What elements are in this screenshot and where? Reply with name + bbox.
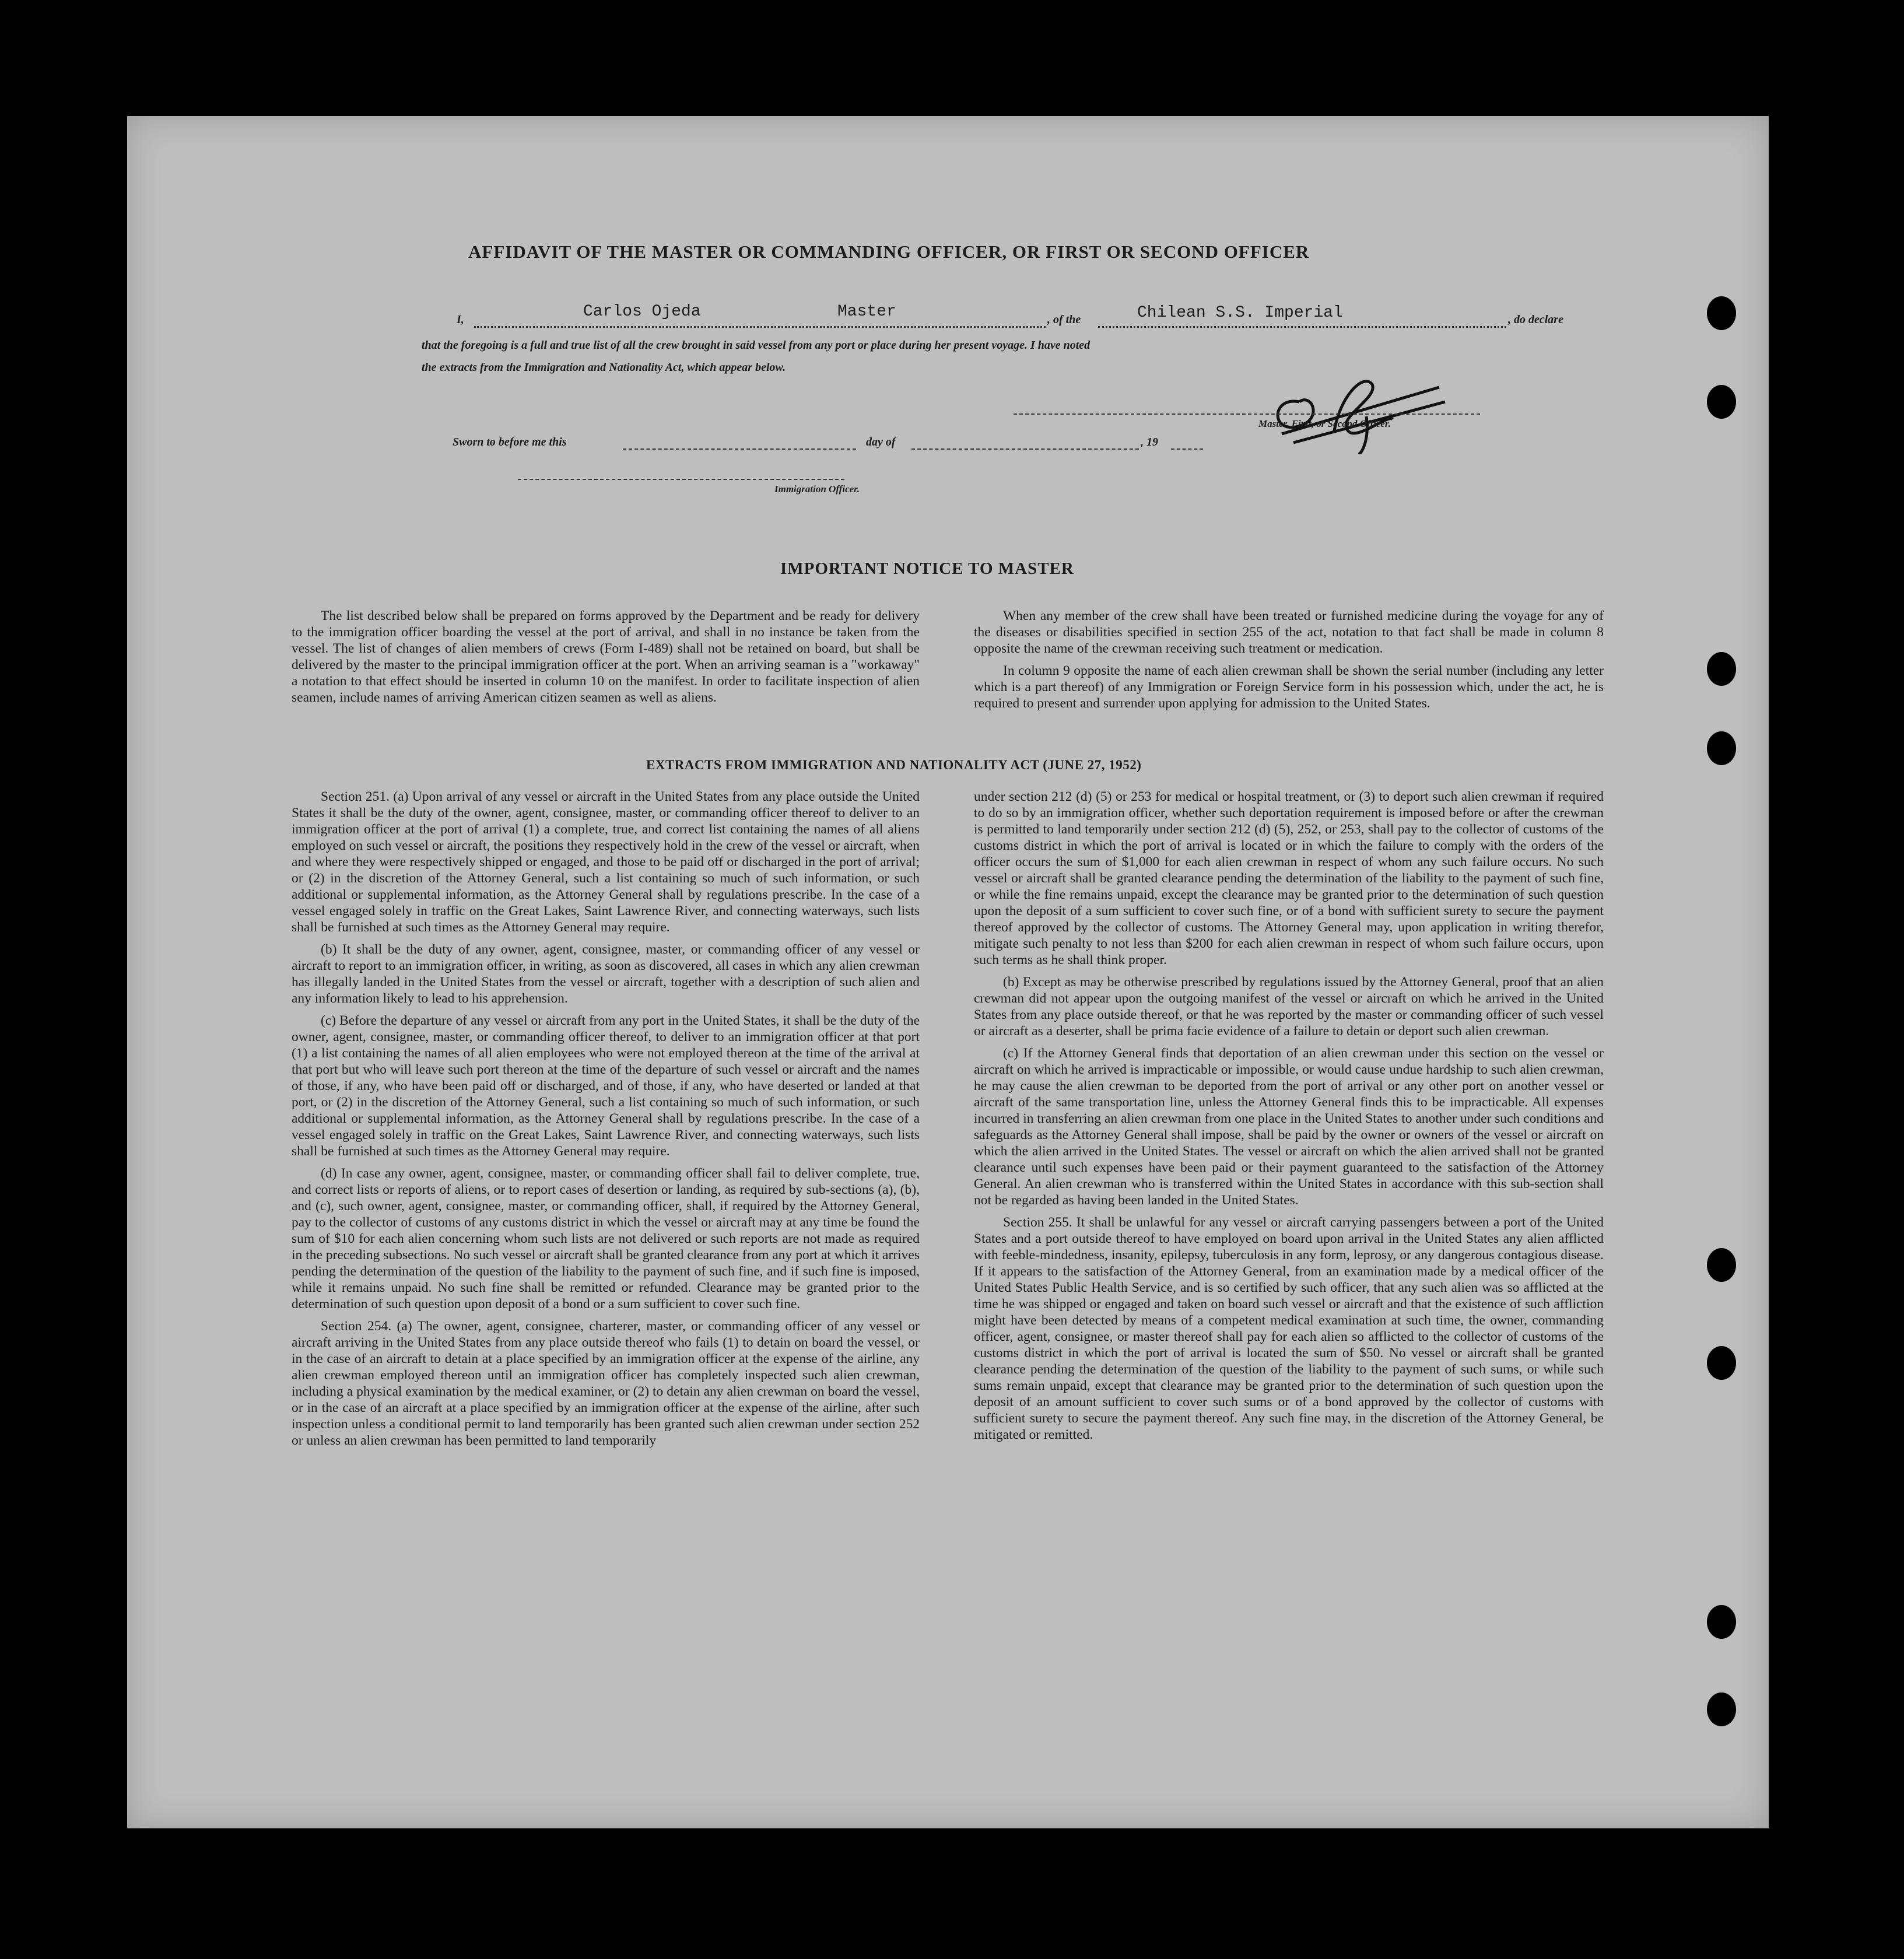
section-251-b: (b) It shall be the duty of any owner, agent, consignee, master, or commanding officer of any vessel or aircraft to report to an immigration officer, in writing, as soon as discovered, all cases in which any alien crewman has illegally landed in the United States from the vessel or aircraft, together with a description of such alien and any information likely to lead to his apprehension.	[292, 942, 920, 1006]
notice-right-column	[974, 608, 1604, 717]
year-label: , 19	[1141, 436, 1158, 448]
affidavit-title: AFFIDAVIT OF THE MASTER OR COMMANDING OFFICER, OR FIRST OR SECOND OFFICER	[468, 241, 1310, 262]
i-label: I,	[457, 313, 464, 326]
signature	[1247, 361, 1503, 454]
section-255: Section 255. It shall be unlawful for any vessel or aircraft carrying passengers between a port of the United States and a port outside thereof to have employed on board upon arrival in the United States any alien afflicted with feeble-mindedness, insanity, epilepsy, tuberculosis in any form, leprosy, or any dangerous contagious disease. If it appears to the satisfaction of the Attorney General, from an examination made by a medical officer of the United States Public Health Service, and is so certified by such officer, that any such alien was so afflicted at the time he was shipped or engaged and taken on board such vessel or aircraft and that the existence of such affliction might have been detected by means of a competent medical examination at such time, the owner, commanding officer, agent, consignee, or master thereof shall pay for each alien so afflicted to the collector of customs of the customs district in which the port of arrival is located the sum of $50. No vessel or aircraft shall be granted clearance pending the determination of the question of the liability to the payment of such sums, or while such sums remain unpaid, except that clearance may be granted prior to the determination of such question upon the deposit of an amount sufficient to cover such sums or of a bond approved by the collector of customs with sufficient surety to secure the payment thereof. Any such fine may, in the discretion of the Attorney General, be mitigated or remitted.	[974, 1215, 1604, 1442]
day-of-label: day of	[866, 436, 896, 448]
binder-hole	[1707, 1692, 1736, 1726]
sworn-day-rule	[623, 448, 856, 450]
binder-hole	[1707, 1346, 1736, 1380]
name-rule	[474, 326, 1046, 328]
signer-caption: Master, First, or Second Officer.	[1258, 418, 1391, 429]
notice-right-paragraph-1: When any member of the crew shall have been treated or furnished medicine during the voyage for any of the diseases or disabilities specified in section 255 of the act, notation to that fact shall be made in column 8 opposite the name of the crewman receiving such treatment or medication.	[974, 608, 1604, 656]
declarant-rank: Master	[837, 303, 896, 321]
notice-right-paragraph-2: In column 9 opposite the name of each alien crewman shall be shown the serial number (including any letter which is a part thereof) of any Immigration or Foreign Service form in his possession which, under the act, he is required to present and surrender upon applying for admission to the United States.	[974, 663, 1604, 711]
notice-title: IMPORTANT NOTICE TO MASTER	[780, 559, 1074, 578]
section-254-b: (b) Except as may be otherwise prescribed by regulations issued by the Attorney General, proof that an alien crewman did not appear upon the outgoing manifest of the vessel or aircraft on which he arrived in the United States from any place outside thereof, or that he was reported by the master or commanding officer of such vessel or aircraft as a deserter, shall be prima facie evidence of a failure to detain or deport such alien crewman.	[974, 975, 1604, 1039]
section-251-c: (c) Before the departure of any vessel or aircraft from any port in the United States, it shall be the duty of the owner, agent, consignee, master, or commanding officer thereof, to deliver to an immigration officer at that port (1) a list containing the names of all alien employees who were not employed thereon at the time of the arrival at that port but who will leave such port thereon at the time of the departure of such vessel or aircraft and the names of those, if any, who have been paid off or discharged, and of those, if any, who have deserted or landed at that port, or (2) in the discretion of the Attorney General, such a list containing so much of such information, or such additional or supplemental information, as the Attorney General shall by regulations prescribe. In the case of a vessel engaged solely in traffic on the Great Lakes, Saint Lawrence River, and connecting waterways, such lists shall be furnished at such times as the Attorney General may require.	[292, 1013, 920, 1159]
sworn-label: Sworn to before me this	[453, 436, 567, 448]
binder-hole	[1707, 652, 1736, 686]
binder-hole	[1707, 731, 1736, 765]
section-254-a: Section 254. (a) The owner, agent, consignee, charterer, master, or commanding officer of any vessel or aircraft arriving in the United States from any place outside thereof who fails (1) to detain on board the vessel, or in the case of an aircraft to detain at a place specified by an immigration officer at the expense of the airline, any alien crewman employed thereon until an immigration officer has completely inspected such alien crewman, including a physical examination by the medical examiner, or (2) to detain any alien crewman on board the vessel, or in the case of an aircraft at a place specified by an immigration officer at the expense of the airline, after such inspection unless a conditional permit to land temporarily has been granted such alien crewman under section 252 or unless an alien crewman has been permitted to land temporarily	[292, 1319, 920, 1448]
binder-hole	[1707, 1248, 1736, 1282]
declarant-name: Carlos Ojeda	[583, 303, 701, 321]
document-page	[127, 116, 1769, 1828]
declaration-line-2: the extracts from the Immigration and Nationality Act, which appear below.	[422, 361, 786, 374]
sworn-month-rule	[911, 448, 1139, 450]
of-the-label: , of the	[1047, 313, 1081, 326]
section-251-d: (d) In case any owner, agent, consignee, master, or commanding officer shall fail to deliver complete, true, and correct lists or reports of aliens, or to report cases of desertion or landing, as required by sub-sections (a), (b), and (c), such owner, agent, consignee, master, or commanding officer, shall, if required by the Attorney General, pay to the collector of customs of any customs district in which the vessel or aircraft may at any time be found the sum of $10 for each alien concerning whom such lists are not delivered or such reports are not made as required in the preceding subsections. No such vessel or aircraft shall be granted clearance from any port at which it arrives pending the determination of the question of the liability to the payment of such fine, and if such fine is imposed, while it remains unpaid. No such fine shall be remitted or refunded. Clearance may be granted prior to the determination of such question upon deposit of a bond or a sum sufficient to cover such fine.	[292, 1166, 920, 1312]
extracts-title: EXTRACTS FROM IMMIGRATION AND NATIONALITY ACT (JUNE 27, 1952)	[646, 758, 1142, 772]
do-declare-label: , do declare	[1508, 313, 1563, 326]
notice-left-column	[292, 608, 920, 712]
immigration-officer-caption: Immigration Officer.	[774, 483, 860, 495]
declaration-line-1: that the foregoing is a full and true list of all the crew brought in said vessel from any port or place during her present voyage. I have noted	[422, 339, 1090, 352]
section-254-c: (c) If the Attorney General finds that deportation of an alien crewman under this section on the vessel or aircraft on which he arrived is impracticable or impossible, or would cause undue hardship to such alien crewman, he may cause the alien crewman to be deported from the port of arrival or any other port on another vessel or aircraft of the same transportation line, unless the Attorney General finds this to be impracticable. All expenses incurred in transferring an alien crewman from one place in the United States to another under such conditions and safeguards as the Attorney General shall impose, shall be paid by the owner or owners of the vessel or aircraft on which the alien arrived in the United States. The vessel or aircraft on which the alien arrived shall not be granted clearance until such expenses have been paid or their payment guaranteed to the satisfaction of the Attorney General. An alien crewman who is transferred within the United States in accordance with this sub-section shall not be regarded as having been landed in the United States.	[974, 1046, 1604, 1208]
binder-hole	[1707, 1605, 1736, 1639]
section-254-a-continued: under section 212 (d) (5) or 253 for medical or hospital treatment, or (3) to deport such alien crewman if required to do so by an immigration officer, whether such deportation requirement is imposed before or after the crewman is permitted to land temporarily under section 212 (d) (5), 252, or 253, shall pay to the collector of customs of the customs district in which the port of arrival is located or in which the failure to comply with the orders of the officer occurs the sum of $1,000 for each alien crewman in respect of whom any such failure occurs. No such vessel or aircraft shall be granted clearance pending the determination of the liability to the payment of such fine, or while the fine remains unpaid, except the clearance may be granted prior to the determination of such question upon the deposit of a sum sufficient to cover such fine, or of a bond with sufficient surety to secure the payment thereof approved by the collector of customs. The Attorney General may, upon application in writing therefor, mitigate such penalty to not less than $200 for each alien crewman in respect of whom such failure occurs, upon such terms as he shall think proper.	[974, 789, 1604, 968]
officer-rule	[518, 479, 844, 480]
vessel-rule	[1098, 326, 1506, 328]
binder-hole	[1707, 385, 1736, 419]
extracts-left-column	[292, 788, 920, 1455]
notice-left-paragraph: The list described below shall be prepared on forms approved by the Department and be ready for delivery to the immigration officer boarding the vessel at the port of arrival, and shall in no instance be taken from the vessel. The list of changes of alien members of crews (Form I-489) shall not be retained on board, but shall be delivered by the master to the principal immigration officer at the port. When an arriving seaman is a "workaway" a notation to that effect should be inserted in column 10 on the manifest. In order to facilitate inspection of alien seamen, include names of arriving American citizen seamen as well as aliens.	[292, 608, 920, 705]
extracts-right-column	[974, 788, 1604, 1449]
sworn-year-rule	[1171, 448, 1203, 450]
signature-rule	[1014, 413, 1480, 415]
section-251-a: Section 251. (a) Upon arrival of any vessel or aircraft in the United States from any place outside the United States it shall be the duty of the owner, agent, consignee, master, or commanding officer thereof to deliver to an immigration officer at the port of arrival (1) a complete, true, and correct list containing the names of all aliens employed on such vessel or aircraft, the positions they respectively hold in the crew of the vessel or aircraft, when and where they were respectively shipped or engaged, and those to be paid off or discharged in the port of arrival; or (2) in the discretion of the Attorney General, such a list containing so much of such information, or such additional or supplemental information, as the Attorney General shall by regulations prescribe. In the case of a vessel engaged solely in traffic on the Great Lakes, Saint Lawrence River, and connecting waterways, such lists shall be furnished at such times as the Attorney General may require.	[292, 789, 920, 935]
vessel-name: Chilean S.S. Imperial	[1137, 304, 1343, 322]
binder-hole	[1707, 296, 1736, 330]
